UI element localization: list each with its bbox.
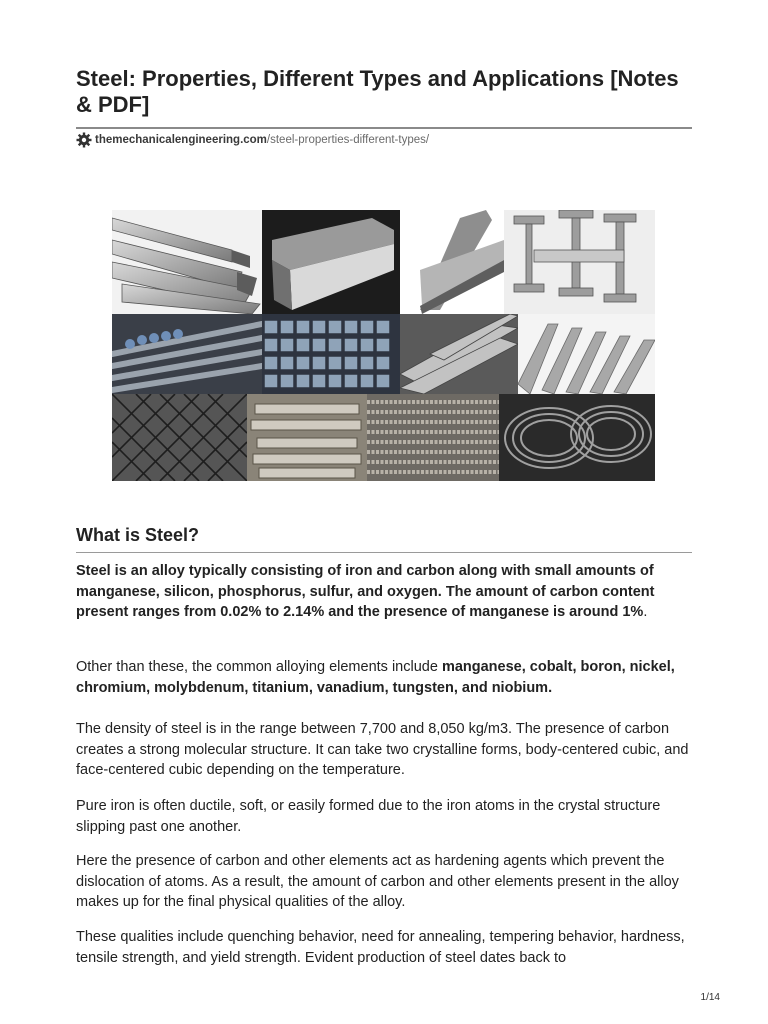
paragraph-hardening: Here the presence of carbon and other elements act as hardening agents which prevent the dislocation of atoms. As a result, the amount of carbon and other elements present in the alloy makes up for the final physical qualities of the alloy. — [76, 853, 679, 911]
section-heading: What is Steel? — [76, 525, 200, 545]
paragraph-definition: Steel is an alloy typically consisting of iron and carbon along with small amounts of manganese, silicon, phosphorus, sulfur, and oxygen. The amount of carbon content present ranges from 0.02% to 2.14% and the presence of manganese is around 1%. — [76, 563, 655, 621]
wire-mesh-image — [112, 394, 247, 481]
square-bars-image — [262, 314, 400, 394]
page-number: 1/14 — [700, 992, 720, 1003]
angle-bars-image — [112, 210, 262, 314]
page-title: Steel: Properties, Different Types and Applications [Notes & PDF] — [76, 66, 679, 117]
flat-bars-image — [400, 314, 518, 394]
gear-icon — [76, 132, 92, 148]
paragraph-pure-iron: Pure iron is often ductile, soft, or easily formed due to the iron atoms in the crystal structure slipping past one another. — [76, 798, 661, 835]
source-path[interactable]: /steel-properties-different-types/ — [266, 134, 430, 146]
rebar-bundle-image — [367, 394, 499, 481]
paragraph-alloying-elements: Other than these, the common alloying elements include manganese, cobalt, boron, nickel, chromium, molybdenum, titanium, vanadium, tungsten, and niobium. — [76, 659, 675, 696]
corrugated-sheet-image — [518, 314, 655, 394]
paragraph-qualities: These qualities include quenching behavior, need for annealing, tempering behavior, hardness, tensile strength, and yield strength. Evident production of steel dates back to — [76, 929, 685, 966]
round-bars-image — [112, 314, 262, 394]
definition-bold-text: Steel is an alloy typically consisting of iron and carbon along with small amounts of manganese, silicon, phosphorus, sulfur, and oxygen. The amount of carbon content present ranges from 0.02% to 2.14% and the presence of manganese is around 1% — [76, 563, 655, 621]
source-domain[interactable]: themechanicalengineering.com — [95, 134, 267, 146]
channel-bar-image — [262, 210, 400, 314]
title-divider — [76, 127, 692, 129]
source-line[interactable] — [76, 132, 429, 148]
section-divider — [76, 552, 692, 553]
i-beams-image — [504, 210, 655, 314]
steel-plates-image — [247, 394, 367, 481]
wire-coils-image — [499, 394, 655, 481]
steel-products-collage — [112, 210, 655, 481]
paragraph-density: The density of steel is in the range between 7,700 and 8,050 kg/m3. The presence of carbon creates a strong molecular structure. It can take two crystalline forms, body-centered cubic, and face-centered cubic depending on the temperature. — [76, 721, 689, 779]
alloying-elements-bold-text: manganese, cobalt, boron, nickel, chromium, molybdenum, titanium, vanadium, tungsten, and niobium. — [76, 659, 675, 696]
angle-iron-image — [400, 210, 504, 314]
